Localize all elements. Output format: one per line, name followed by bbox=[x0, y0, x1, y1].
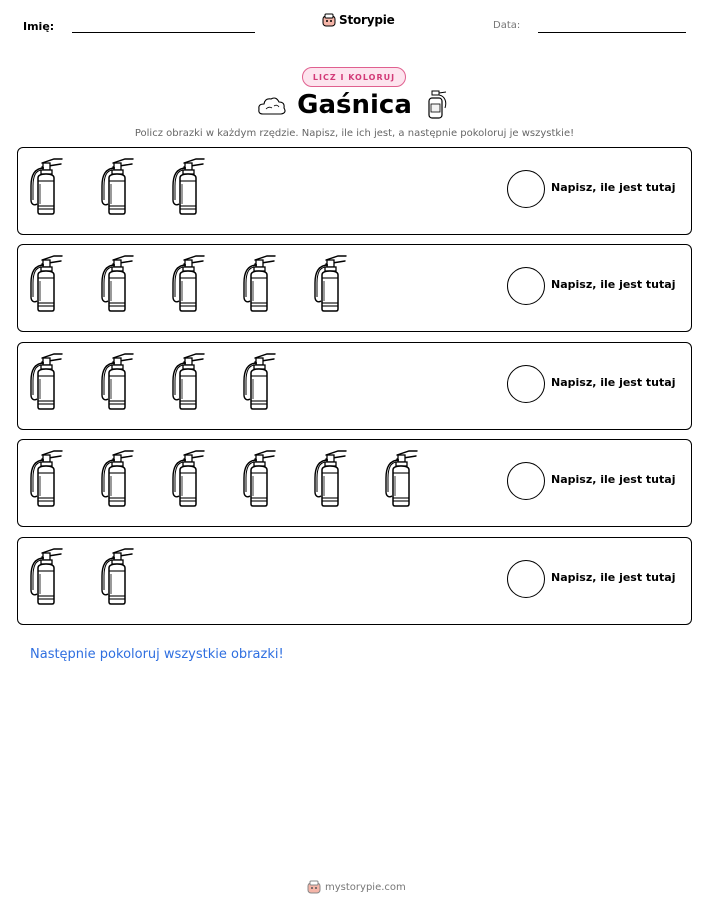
counting-row-5 bbox=[17, 537, 692, 625]
date-label: Data: bbox=[493, 20, 521, 31]
counting-row-1 bbox=[17, 147, 692, 235]
fire-extinguisher-icon bbox=[28, 156, 64, 218]
name-input-line[interactable] bbox=[72, 32, 255, 33]
fire-extinguisher-icon bbox=[312, 448, 348, 510]
answer-label: Napisz, ile jest tutaj bbox=[551, 473, 676, 486]
fire-extinguisher-icon bbox=[170, 253, 206, 315]
fire-extinguisher-icon bbox=[28, 546, 64, 608]
fire-extinguisher-icon bbox=[99, 546, 135, 608]
instructions: Policz obrazki w każdym rzędzie. Napisz, ile ich jest, a następnie pokoloruj je wszystkie! bbox=[134, 128, 575, 139]
worksheet-header bbox=[0, 0, 709, 50]
fire-extinguisher-icon bbox=[241, 351, 277, 413]
fire-extinguisher-icon bbox=[99, 448, 135, 510]
answer-label: Napisz, ile jest tutaj bbox=[551, 571, 676, 584]
footer-url: mystorypie.com bbox=[325, 881, 406, 893]
fire-extinguisher-icon bbox=[170, 351, 206, 413]
footer-brand bbox=[307, 880, 406, 894]
storypie-mascot-icon bbox=[307, 880, 321, 894]
fire-extinguisher-icon bbox=[28, 253, 64, 315]
footer-note: Następnie pokoloruj wszystkie obrazki! bbox=[30, 647, 284, 662]
name-label: Imię: bbox=[23, 20, 55, 33]
fire-extinguisher-icon bbox=[99, 253, 135, 315]
counting-row-2 bbox=[17, 244, 692, 332]
storypie-mascot-icon bbox=[322, 13, 336, 27]
activity-badge: LICZ I KOLORUJ bbox=[302, 67, 406, 87]
fire-extinguisher-icon bbox=[241, 253, 277, 315]
fire-extinguisher-title-icon bbox=[424, 90, 450, 122]
answer-circle[interactable] bbox=[507, 170, 545, 208]
brand-name: Storypie bbox=[339, 13, 395, 27]
date-input-line[interactable] bbox=[538, 32, 686, 33]
answer-label: Napisz, ile jest tutaj bbox=[551, 376, 676, 389]
fire-extinguisher-icon bbox=[312, 253, 348, 315]
fire-extinguisher-icon bbox=[241, 448, 277, 510]
fire-extinguisher-icon bbox=[28, 448, 64, 510]
fire-extinguisher-icon bbox=[28, 351, 64, 413]
answer-circle[interactable] bbox=[507, 365, 545, 403]
counting-row-3 bbox=[17, 342, 692, 430]
fire-extinguisher-icon bbox=[170, 448, 206, 510]
fire-extinguisher-icon bbox=[170, 156, 206, 218]
title-row bbox=[0, 90, 709, 126]
fire-extinguisher-icon bbox=[99, 351, 135, 413]
answer-circle[interactable] bbox=[507, 267, 545, 305]
fire-extinguisher-icon bbox=[383, 448, 419, 510]
brand-logo bbox=[322, 13, 395, 27]
page-title: Gaśnica bbox=[297, 90, 412, 120]
answer-circle[interactable] bbox=[507, 462, 545, 500]
answer-label: Napisz, ile jest tutaj bbox=[551, 278, 676, 291]
fire-extinguisher-icon bbox=[99, 156, 135, 218]
counting-row-4 bbox=[17, 439, 692, 527]
answer-circle[interactable] bbox=[507, 560, 545, 598]
answer-label: Napisz, ile jest tutaj bbox=[551, 181, 676, 194]
